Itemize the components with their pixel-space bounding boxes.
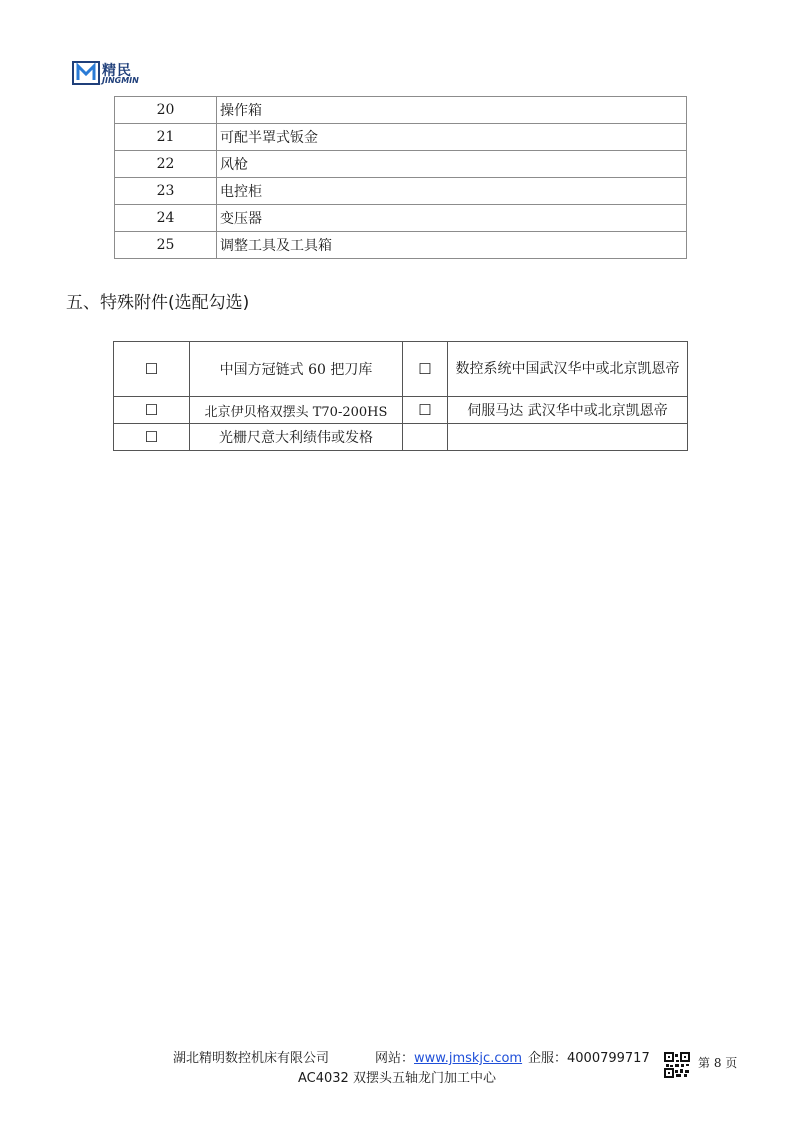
item-number: 22: [115, 151, 217, 178]
table-row: [115, 232, 687, 259]
table-row: [115, 97, 687, 124]
option-label: 伺服马达 武汉华中或北京凯恩帝: [448, 397, 688, 424]
item-name: 可配半罩式钣金: [217, 124, 687, 151]
table-row: [115, 151, 687, 178]
footer-service-phone: 企服：4000799717: [528, 1051, 650, 1066]
footer-company: 湖北精明数控机床有限公司: [173, 1051, 330, 1066]
option-label: 光栅尺意大利绩伟或发格: [190, 424, 403, 451]
website-label: 网站：: [375, 1051, 415, 1066]
logo-mark-icon: [72, 60, 100, 86]
option-checkbox[interactable]: ☐: [114, 397, 190, 424]
page-number: 第 8 页: [698, 1056, 738, 1070]
item-number: 24: [115, 205, 217, 232]
item-number: 20: [115, 97, 217, 124]
item-number: 21: [115, 124, 217, 151]
item-name: 操作箱: [217, 97, 687, 124]
table-row: [114, 342, 688, 397]
item-name: 风枪: [217, 151, 687, 178]
option-checkbox[interactable]: ☐: [114, 424, 190, 451]
qr-code-icon: [664, 1052, 690, 1078]
footer-product-name: AC4032 双摆头五轴龙门加工中心: [298, 1071, 496, 1086]
option-checkbox[interactable]: ☐: [403, 397, 448, 424]
item-number: 23: [115, 178, 217, 205]
logo-chinese-text: 精民: [102, 63, 132, 79]
footer-website: [375, 1047, 522, 1066]
table-row: [115, 205, 687, 232]
logo-english-text: JINGMIN: [102, 76, 139, 85]
special-accessories-table: [113, 341, 688, 451]
table-row: [114, 397, 688, 424]
option-label: [448, 342, 688, 397]
empty-cell: [403, 424, 448, 451]
option-checkbox[interactable]: ☐: [403, 342, 448, 397]
item-name: 变压器: [217, 205, 687, 232]
table-row: [115, 178, 687, 205]
table-row: [115, 124, 687, 151]
empty-cell: [448, 424, 688, 451]
section-heading: 五、特殊附件(选配勾选): [66, 293, 250, 313]
item-name: 电控柜: [217, 178, 687, 205]
item-name: 调整工具及工具箱: [217, 232, 687, 259]
company-logo: [72, 60, 152, 88]
item-number: 25: [115, 232, 217, 259]
table-row: [114, 424, 688, 451]
website-link[interactable]: www.jmskjc.com: [414, 1051, 523, 1066]
option-label-text: 数控系统中国武汉华中或北京凯恩帝: [455, 361, 680, 377]
option-label: 中国方冠链式 60 把刀库: [190, 342, 403, 397]
option-checkbox[interactable]: ☐: [114, 342, 190, 397]
standard-items-table: [114, 96, 687, 259]
option-label: 北京伊贝格双摆头 T70-200HS: [190, 397, 403, 424]
